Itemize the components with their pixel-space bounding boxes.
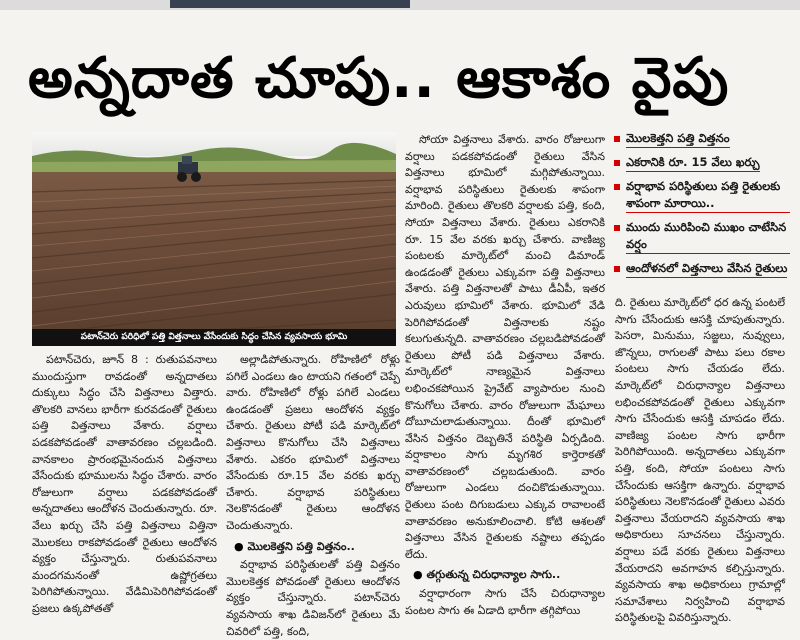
- subheading-millets-text: తగ్గుతున్న చిరుధాన్యాల సాగు..: [426, 568, 561, 582]
- red-square-icon: [614, 160, 620, 166]
- red-square-icon: [614, 225, 620, 231]
- subheading-seed: [226, 539, 400, 556]
- article-column-1: [32, 352, 217, 615]
- column-2-text-b: వర్షాభావ పరిస్థితులతో పత్తి విత్తనం మొలకెత్తక పోవడంతో రైతులు ఆందోళన వ్యక్తం చేస్తున్నారు. పటాన్‌చెరు వ్యవసాయ శాఖ డివిజన్‌లో రైతులు మే చివరిలో పత్తి, కంది,: [226, 558, 400, 638]
- highlight-item: మొలకెత్తని పత్తి విత్తనం: [614, 130, 790, 148]
- red-square-icon: [614, 136, 620, 142]
- article-column-3: [405, 132, 605, 617]
- subheading-bullet-icon: ●: [234, 539, 248, 553]
- column-3-text-b: వర్షాధారంగా సాగు చేసే చిరుధాన్యాల పంటల సాగు ఈ ఏడాది భారీగా తగ్గిపోయి: [405, 587, 605, 617]
- top-strip: [0, 0, 800, 10]
- subheading-millets: [405, 567, 605, 584]
- column-2-text-a: అల్లాడిపోతున్నారు. రోహిణిలో రోళ్లు పగిలే ఎండలు ఉం టాయని గతంలో చెప్పే వారు. రోహిణిలో రోళ్లు పగిలే ఎండలు ఉండడంతో ప్రజలు ఆందోళన వ్యక్తం చేశారు. రైతులు పోటీ పడి మార్కెట్‌లో విత్తనాలు కొనుగోలు చేసి విత్తనాలు వేశారు. ఎకరం భూమిలో విత్తనాలు వేసేందుకు రూ.15 వేల వరకు ఖర్చు చేశారు. వర్షాభావ పరిస్థితులు నెలకొనడంతో రైతులు ఆందోళన చెందుతున్నారు.: [226, 353, 400, 532]
- top-strip-tab: [170, 0, 410, 8]
- highlight-item: వర్షాభావ పరిస్థితులు పత్తి రైతులకు శాపంగా మారాయి..: [614, 178, 790, 213]
- headline: అన్నదాత చూపు.. ఆకాశం వైపు: [28, 46, 730, 111]
- red-square-icon: [614, 266, 620, 272]
- column-3-text-a: సోయా విత్తనాలు వేశారు. వారం రోజులుగా వర్షాలు పడకపోవడంతో రైతులు వేసిన విత్తనాలు భూమిలో మగ్గిపోతున్నాయి. వర్షాభావ పరిస్థితులు రైతులకు శాపంగా మారింది. రైతులు తొలకరి వర్షాలకు పత్తి, కంది, సోయా విత్తనాలు వేశారు. రైతులు ఎకరానికి రూ. 15 వేల వరకు ఖర్చు చేశారు. వాణిజ్య పంటలకు మార్కెట్‌లో మంచి డిమాండ్ ఉండడంతో రైతులు ఎక్కువగా పత్తి విత్తనాలు వేశారు. పత్తి విత్తనాలతో పాటు డీఏపీ, ఇతర ఎరువులు భూమిలో వేశారు. భూమిలో వేడి పెరిగిపోవడంతో విత్తనాలకు నష్టం కలుగుతున్నది. వాతావరణం చల్లబడిపోవడంతో రైతులు పోటీ పడి విత్తనాలు వేశారు. మార్కెట్‌లో నాణ్యమైన విత్తనాలు లభించకపోయిన ప్రైవేట్ వ్యాపారుల నుంచి కొనుగోలు చేశారు. వారం రోజులుగా మేఘాలు దోబూచులాడుతున్నాయి. దీంతో భూమిలో వేసిన విత్తనం దెబ్బతినే పరిస్థితి ఏర్పడింది. వర్షాకాలం సాగు మృగశిర కార్తెరాకతో వాతావరణంలో చల్లబడుతుంది. వారం రోజులుగా ఎండలు దంచికొడుతున్నాయి. రైతులు పంట దిగుబడులు ఎక్కువ రావాలంటే వాతావరణం అనుకూలించాలి. కోటి ఆశలతో విత్తనాలు వేసిన రైతులకు నష్టాలు తప్పడం లేదు.: [405, 133, 605, 561]
- highlight-item: ఎకరానికి రూ. 15 వేలు ఖర్చు: [614, 154, 790, 172]
- photo-caption: పటాన్‌చెరు పరిధిలో పత్తి విత్తనాలు వేసేందుకు సిద్ధం చేసిన వ్యవసాయ భూమి: [32, 329, 396, 346]
- highlight-item: ఆందోళనలో విత్తనాలు వేసిన రైతులు: [614, 260, 790, 278]
- field-photo: [32, 132, 396, 330]
- highlights-box: [614, 130, 790, 284]
- red-square-icon: [614, 184, 620, 190]
- article-column-4: [615, 295, 785, 625]
- column-4-text: ది. రైతులు మార్కెట్‌లో ధర ఉన్న పంటలే సాగు చేసేందుకు ఆసక్తి చూపుతున్నారు. పెసరా, మినుము, సజ్జలు, నువ్వులు, జొన్నలు, రాగులతో పాటు పలు రకాల పంటలు సాగు చేయడం లేదు. మార్కెట్‌లో చిరుధాన్యాల విత్తనాలు లభించకపోవడంతో రైతులు ఎక్కువగా సాగు చేసేందుకు ఆసక్తి చూపడం లేదు. వాణిజ్య పంటల సాగు భారీగా పెరిగిపోయింది. అన్నదాతలు ఎక్కువగా పత్తి, కంది, సోయా పంటలు సాగు చేసేందుకు ఆసక్తిగా ఉన్నారు. వర్షాభావ పరిస్థితులు నెలకొనడంతో రైతులు ఎవరు విత్తనాలు వేయరాదని వ్యవసాయ శాఖ అధికారులు సూచనలు చేస్తున్నారు. వర్షాలు పడే వరకు రైతులు విత్తనాలు వేయరాదని అవగాహన కల్పిస్తున్నారు. వ్యవసాయ శాఖ అధికారులు గ్రామాల్లో సమావేశాలు నిర్వహించి వర్షాభావ పరిస్థితులపై వివరిస్తున్నారు.: [615, 296, 785, 625]
- subheading-bullet-icon: ●: [413, 568, 427, 582]
- column-1-text: పటాన్‌చెరు, జూన్ 8 : రుతుపవనాలు ముందుస్తుగా రావడంతో అన్నదాతలు దుక్కులు సిద్ధం చేసి విత్తనాలు విత్తారు. తొలకరి వానలు భారీగా కురవడంతో రైతులు పత్తి విత్తనాలు వేశారు. వర్షాలు పడకపోవడంతో వాతావరణం చల్లబడింది. వానకాలం ప్రారంభమైనందున విత్తనాలు వేసేందుకు భూములను సిద్ధం చేశారు. వారం రోజులుగా వర్షాలు పడకపోవడంతో అన్నదాతలు ఆందోళన చెందుతున్నారు. రూ. వేలు ఖర్చు చేసి పత్తి విత్తనాలు విత్తినా మొలకలు రాకపోవడంతో రైతులు ఆందోళన వ్యక్తం చేస్తున్నారు. రుతుపవనాలు మందగమనంతో ఉష్ణోగ్రతలు పెరిగిపోతున్నాయి. వేడిమిపెరిగిపోవడంతో ప్రజలు ఉక్కపోతతో: [32, 353, 217, 615]
- highlight-item: ముందు మురిపించి ముఖం చాటేసిన వర్షం: [614, 219, 790, 254]
- subheading-seed-text: మొలకెత్తని పత్తి విత్తనం..: [247, 539, 355, 553]
- article-column-2: [226, 352, 400, 638]
